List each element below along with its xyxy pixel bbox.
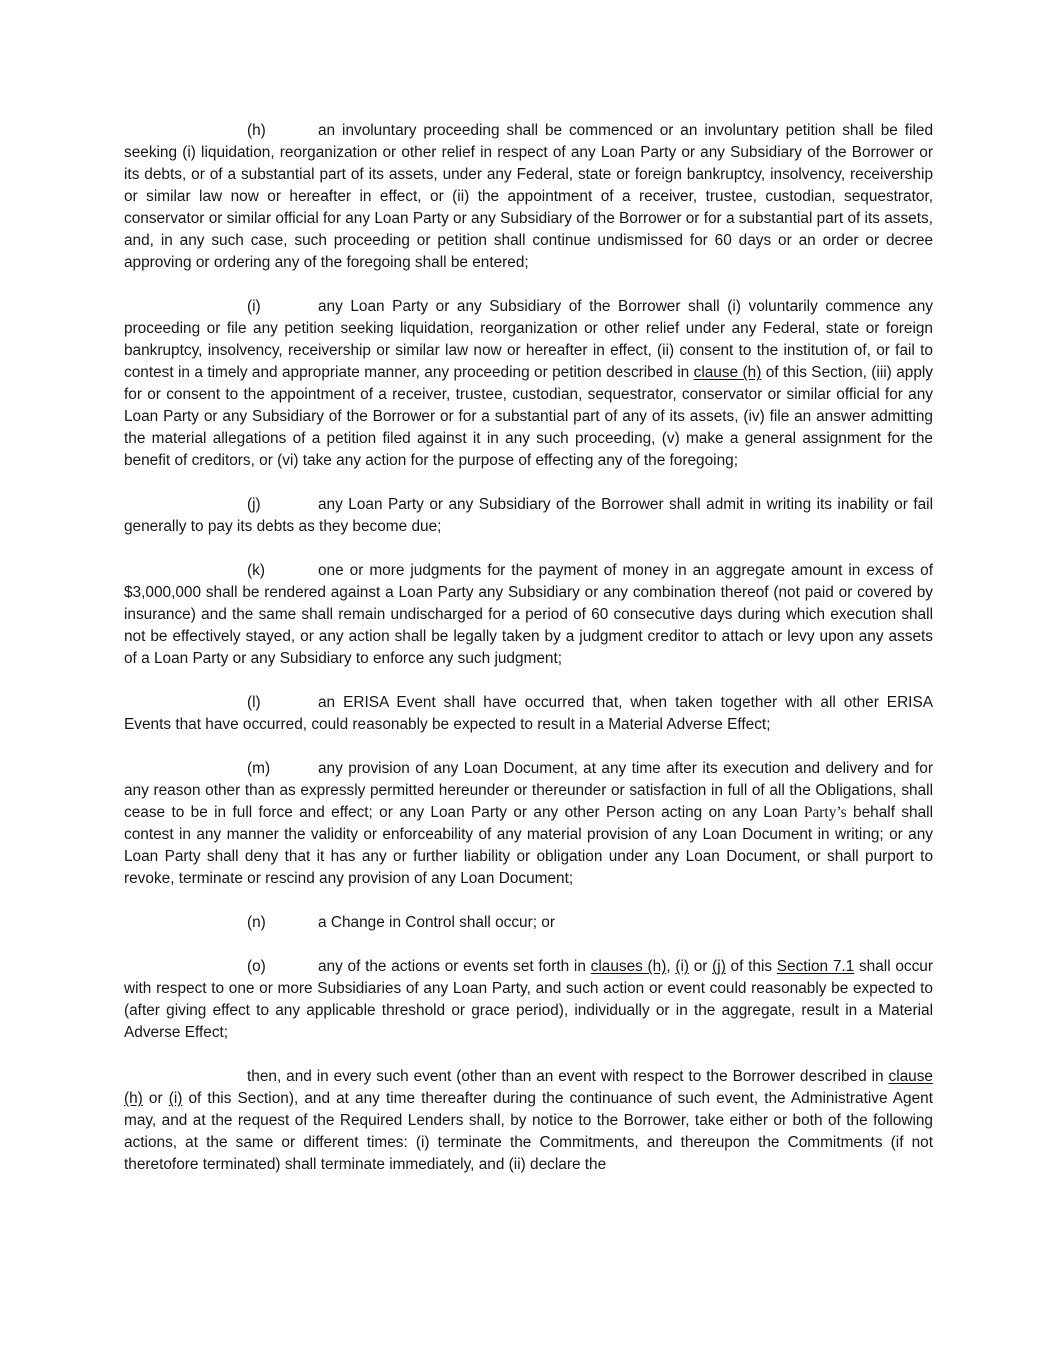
document-body [124,120,933,1176]
text-run: any Loan Party or any Subsidiary of the Borrower shall admit in writing its inability or fail generally to pay its debts as they become due; [124,496,933,535]
cross-reference: clause (h) [124,1068,933,1107]
text-run: of this [725,958,777,975]
text-run: any of the actions or events set forth in [318,958,591,975]
text-run: or [142,1090,169,1107]
text-run: one or more judgments for the payment of money in an aggregate amount in excess of $3,000,000 shall be rendered against a Loan Party any Subsidiary or any combination thereof (not paid or covered by insurance) and the same shall remain undischarged for a period of 60 consecutive days during which execution shall not be effectively stayed, or any action shall be legally taken by a judgment creditor to attach or levy upon any assets of a Loan Party or any Subsidiary to enforce any such judgment; [124,562,933,667]
paragraph-h [124,120,933,274]
paragraph-o [124,956,933,1044]
clause-label-l: (l) [247,694,261,711]
cross-reference: (i) [675,958,690,975]
paragraph-l [124,692,933,736]
text-run: Party’s [803,804,847,821]
clause-label-i: (i) [247,298,261,315]
text-run: an involuntary proceeding shall be commenced or an involuntary petition shall be filed seeking (i) liquidation, reorganization or other relief in respect of any Loan Party or any Subsidiary of the Borrower or its debts, or of a substantial part of its assets, under any Federal, state or foreign bankruptcy, insolvency, receivership or similar law now or hereafter in effect, or (ii) the appointment of a receiver, trustee, custodian, sequestrator, conservator or similar official for any Loan Party or any Subsidiary of the Borrower or for a substantial part of its assets, and, in any such case, such proceeding or petition shall continue undismissed for 60 days or an order or decree approving or ordering any of the foregoing shall be entered; [124,122,933,271]
clause-label-k: (k) [247,562,265,579]
paragraph-i [124,296,933,472]
text-run: any provision of any Loan Document, at any time after its execution and delivery and for any reason other than as expressly permitted hereunder or thereunder or satisfaction in full of all the Obligations, shall cease to be in full force and effect; or any Loan Party or any other Person acting on any Loan [124,760,933,821]
text-run: of this Section, (iii) apply for or consent to the appointment of a receiver, trustee, custodian, sequestrator, conservator or similar official for any Loan Party or any Subsidiary of the Borrower or for a substantial part of any of its assets, (iv) file an answer admitting the material allegations of a petition filed against it in any such proceeding, (v) make a general assignment for the benefit of creditors, or (vi) take any action for the purpose of effecting any of the foregoing; [124,364,933,469]
clause-label-n: (n) [247,914,266,931]
cross-reference: (i) [168,1090,183,1107]
text-run: shall occur with respect to one or more Subsidiaries of any Loan Party, and such action or event could reasonably be expected to (after giving effect to any applicable threshold or grace period), individually or in the aggregate, result in a Material Adverse Effect; [124,958,933,1041]
cross-reference: clause (h) [693,364,762,381]
text-run: then, and in every such event (other than an event with respect to the Borrower described in [247,1068,889,1085]
text-run: or [689,958,713,975]
text-run: behalf shall contest in any manner the validity or enforceability of any material provision of any Loan Document in writing; or any Loan Party shall deny that it has any or further liability or obligation under any Loan Document, or shall purport to revoke, terminate or rescind any provision of any Loan Document; [124,804,934,887]
cross-reference: clauses (h) [590,958,667,975]
paragraph-closing [124,1066,933,1176]
text-run: an ERISA Event shall have occurred that, when taken together with all other ERISA Events that have occurred, could reasonably be expected to result in a Material Adverse Effect; [124,694,933,733]
text-run: , [666,958,676,975]
cross-reference: Section 7.1 [776,958,855,975]
text-run: a Change in Control shall occur; or [318,914,555,931]
clause-label-m: (m) [247,760,271,777]
clause-label-h: (h) [247,122,266,139]
text-run: of this Section), and at any time thereafter during the continuance of such event, the Administrative Agent may, and at the request of the Required Lenders shall, by notice to the Borrower, take either or both of the following actions, at the same or different times: (i) terminate the Commitments, and thereupon the Commitments (if not theretofore terminated) shall terminate immediately, and (ii) declare the [124,1090,933,1173]
clause-label-j: (j) [247,496,261,513]
paragraph-j [124,494,933,538]
text-run: any Loan Party or any Subsidiary of the Borrower shall (i) voluntarily commence any proceeding or file any petition seeking liquidation, reorganization or other relief under any Federal, state or foreign bankruptcy, insolvency, receivership or similar law now or hereafter in effect, (ii) consent to the institution of, or fail to contest in a timely and appropriate manner, any proceeding or petition described in [124,298,933,381]
cross-reference: (j) [712,958,726,975]
paragraph-m [124,758,933,890]
paragraph-n [124,912,933,934]
paragraph-k [124,560,933,670]
clause-label-o: (o) [247,958,266,975]
